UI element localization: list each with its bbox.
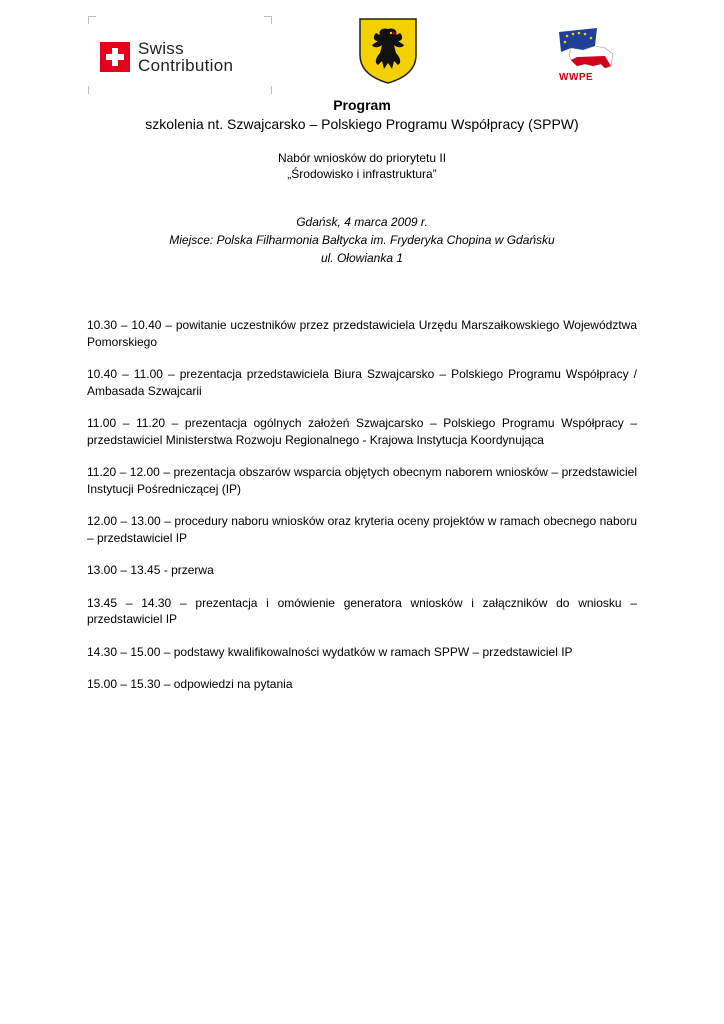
program-title: Program: [333, 97, 391, 113]
pomorskie-crest-icon: [358, 17, 418, 85]
agenda-item: 13.45 – 14.30 – prezentacja i omówienie generatora wniosków i załączników do wniosku – przedstawiciel IP: [87, 595, 637, 626]
agenda-item: 12.00 – 13.00 – procedury naboru wniosków oraz kryteria oceny projektów w ramach obecnego naboru – przedstawiciel IP: [87, 514, 637, 545]
event-street: ul. Ołowianka 1: [320, 251, 404, 265]
agenda-list: [87, 317, 637, 709]
logo-bar: [0, 0, 724, 100]
agenda-item: 15.00 – 15.30 – odpowiedzi na pytania: [87, 677, 293, 691]
priority-line-2: „Środowisko i infrastruktura”: [287, 167, 437, 181]
wwpe-label: WWPE: [559, 72, 594, 83]
agenda-item: 13.00 – 13.45 - przerwa: [87, 563, 214, 577]
program-subtitle: szkolenia nt. Szwajcarsko – Polskiego Programu Współpracy (SPPW): [145, 116, 579, 132]
agenda-item: 14.30 – 15.00 – podstawy kwalifikowalności wydatków w ramach SPPW – przedstawiciel IP: [87, 644, 573, 659]
agenda-item: 10.40 – 11.00 – prezentacja przedstawiciela Biura Szwajcarsko – Polskiego Programu Współpracy / Ambasada Szwajcarii: [87, 367, 637, 398]
swiss-line-1: Swiss: [138, 39, 184, 58]
agenda-item: 11.00 – 11.20 – prezentacja ogólnych założeń Szwajcarsko – Polskiego Programu Współpracy – przedstawiciel Ministerstwa Rozwoju Regionalnego - Krajowa Instytucja Koordynująca: [87, 416, 637, 447]
priority-line-1: Nabór wniosków do priorytetu II: [277, 151, 447, 165]
agenda-item: 10.30 – 10.40 – powitanie uczestników przez przedstawiciela Urzędu Marszałkowskiego Województwa Pomorskiego: [87, 318, 637, 349]
swiss-contribution-logo: [88, 16, 272, 94]
swiss-contribution-wordmark: [138, 40, 233, 74]
agenda-item: 11.20 – 12.00 – prezentacja obszarów wsparcia objętych obecnym naborem wniosków – przedstawiciel Instytucji Pośredniczącej (IP): [87, 465, 637, 496]
swiss-line-2: Contribution: [138, 56, 234, 75]
event-date: Gdańsk, 4 marca 2009 r.: [296, 215, 428, 229]
event-place: Miejsce: Polska Filharmonia Bałtycka im. Fryderyka Chopina w Gdańsku: [169, 233, 555, 247]
swiss-flag-icon: [100, 42, 130, 72]
